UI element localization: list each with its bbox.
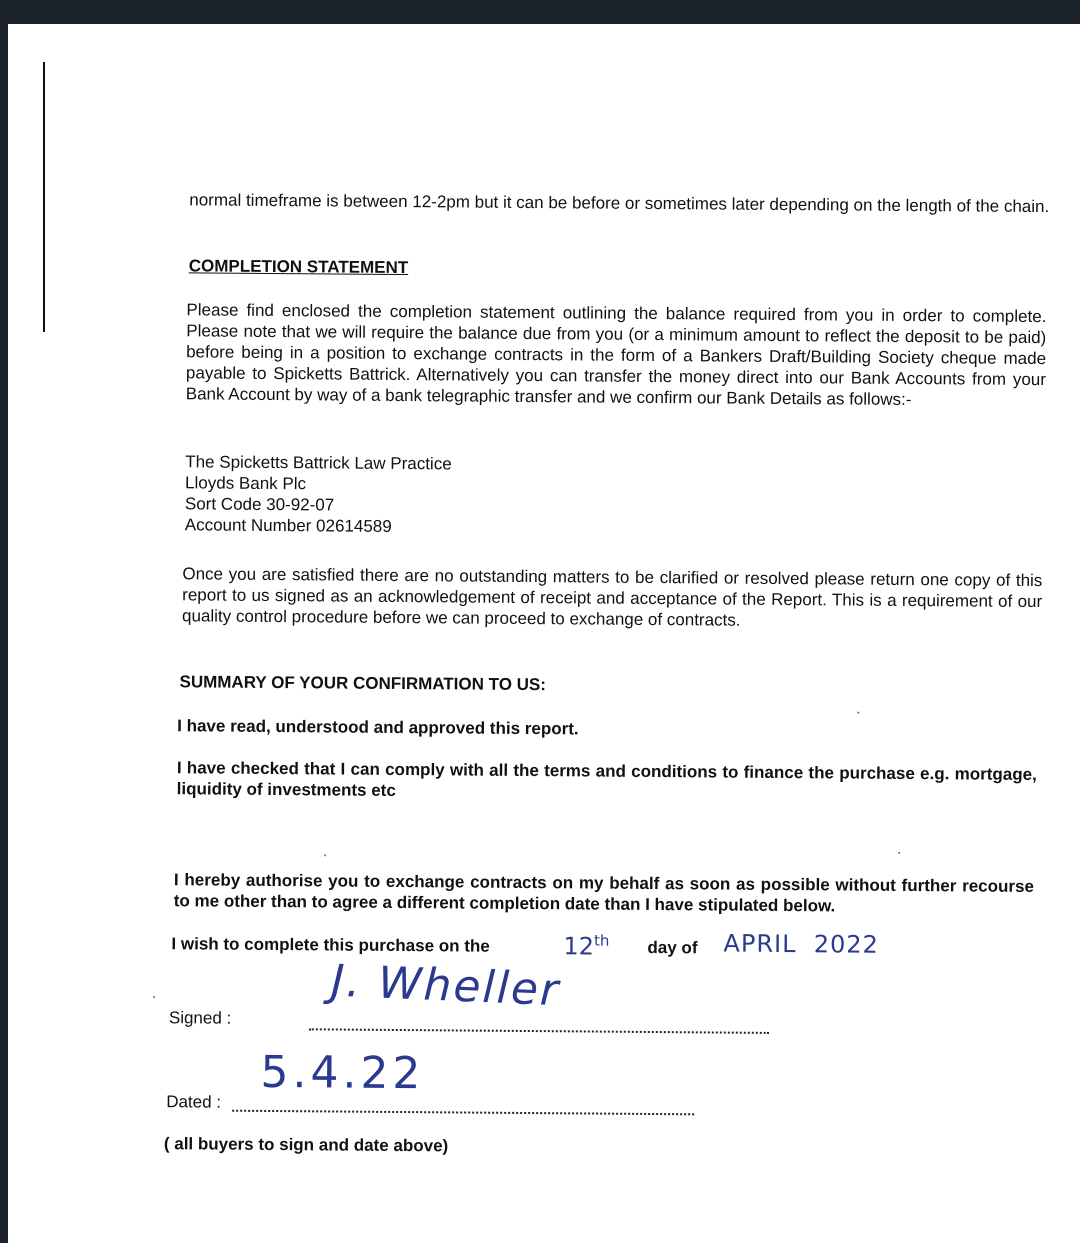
account-number: Account Number 02614589	[184, 515, 392, 536]
signature-handwritten: J. Wheller	[330, 955, 562, 1017]
summary-heading: SUMMARY OF YOUR CONFIRMATION TO US:	[179, 672, 547, 695]
completion-statement-heading: COMPLETION STATEMENT	[188, 256, 409, 278]
completion-day-handwritten: 12th	[563, 931, 610, 961]
acknowledgement-paragraph: Once you are satisfied there are no outstanding matters to be clarified or resolved please return one copy of this report to us signed as an acknowledgement of receipt and acceptance of the Report. This is a requirement of our quality control procedure before we can proceed to exchange of contracts.	[181, 564, 1043, 630]
bank-name: Lloyds Bank Plc	[185, 473, 307, 494]
scan-speck	[898, 852, 900, 854]
scan-speck	[324, 854, 326, 856]
viewer-top-bar	[0, 0, 1080, 24]
summary-item-authorise: I hereby authorise you to exchange contracts on my behalf as soon as possible without further recourse to me other than to agree a different completion date than I have stipulated below.	[173, 870, 1035, 916]
bank-account-name: The Spicketts Battrick Law Practice	[185, 452, 452, 474]
summary-item-read: I have read, understood and approved this report.	[177, 716, 579, 739]
scan-speck	[857, 712, 859, 714]
scan-speck	[153, 996, 155, 998]
footer-note: ( all buyers to sign and date above)	[163, 1134, 449, 1156]
sort-code: Sort Code 30-92-07	[184, 494, 335, 515]
signed-label: Signed :	[168, 1008, 232, 1028]
signature-dotted-line	[309, 1028, 769, 1034]
bank-details	[185, 451, 452, 537]
completion-month-year-handwritten: APRIL 2022	[723, 929, 879, 959]
completion-statement-paragraph: Please find enclosed the completion statement outlining the balance required from you in order to complete. Please note that we will require the balance due from you (or a minimum amount to reflect the deposit to be paid) before being in a position to exchange contracts in the form of a Bankers Draft/Building Society cheque made payable to Spicketts Battrick. Alternatively you can transfer the money direct into our Bank Accounts from your Bank Account by way of a bank telegraphic transfer and we confirm our Bank Details as follows:-	[185, 300, 1047, 410]
dated-dotted-line	[232, 1110, 694, 1116]
completion-day-suffix: th	[593, 931, 610, 950]
document-page	[8, 24, 1080, 1243]
dated-handwritten: 5.4.22	[260, 1046, 425, 1100]
completion-date-prefix: I wish to complete this purchase on the	[171, 934, 490, 956]
document-content	[8, 24, 1080, 1243]
intro-paragraph: normal timeframe is between 12-2pm but it can be before or sometimes later depending on the length of the chain.	[189, 190, 1050, 217]
signature-line	[168, 955, 789, 1042]
summary-item-finance: I have checked that I can comply with all the terms and conditions to finance the purchase e.g. mortgage, liquidity of investments etc	[176, 758, 1037, 800]
dated-line	[166, 1046, 726, 1125]
dated-label: Dated :	[166, 1092, 222, 1112]
completion-date-middle: day of	[647, 937, 698, 958]
